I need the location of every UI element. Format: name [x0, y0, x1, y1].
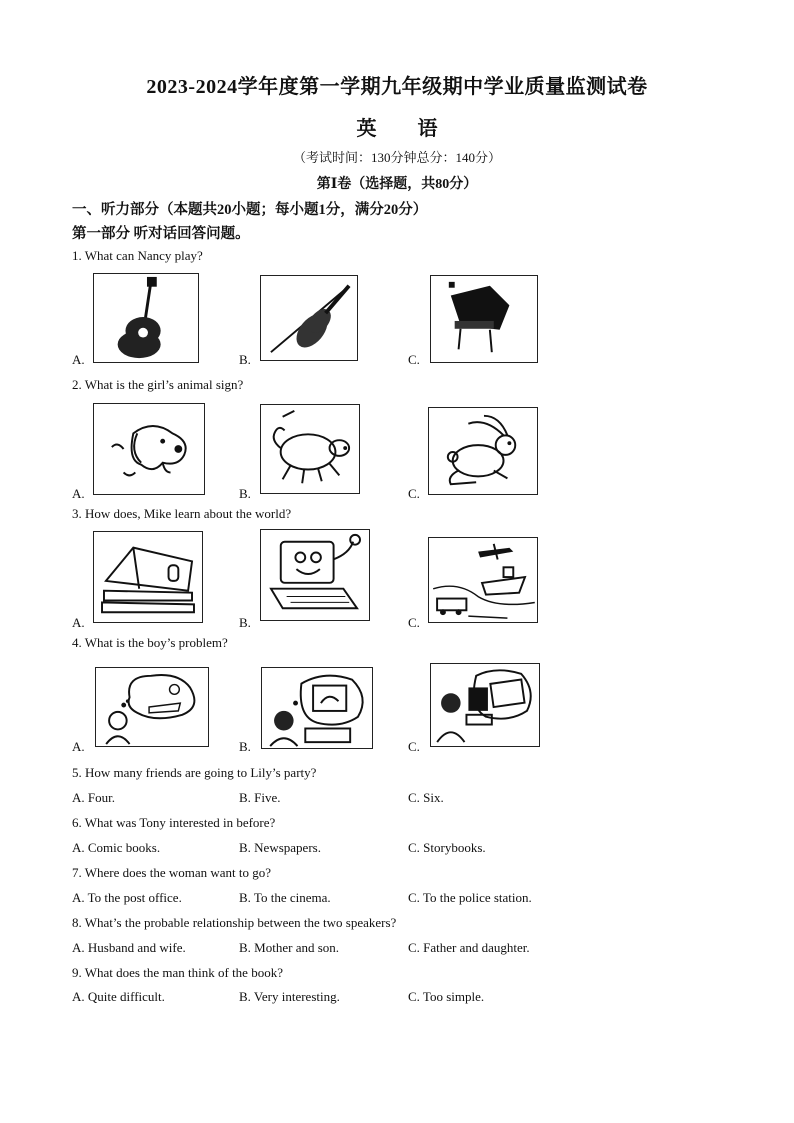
travel-icon — [428, 537, 538, 623]
guitar-icon — [93, 273, 199, 363]
q5-option-b[interactable]: B. Five. — [239, 790, 281, 805]
q8-options — [72, 940, 772, 958]
question-9: 9. What does the man think of the book? — [72, 965, 283, 980]
q9-option-c[interactable]: C. Too simple. — [408, 989, 485, 1004]
q6-option-c[interactable]: C. Storybooks. — [408, 840, 486, 855]
question-5: 5. How many friends are going to Lily’s party? — [72, 765, 317, 780]
question-2: 2. What is the girl’s animal sign? — [72, 377, 244, 392]
q4-option-b[interactable]: B. — [239, 739, 251, 754]
q2-option-a[interactable]: A. — [72, 486, 85, 501]
exam-title: 2023-2024学年度第一学期九年级期中学业质量监测试卷 — [146, 76, 648, 98]
violin-icon — [260, 275, 358, 361]
q5-option-c[interactable]: C. Six. — [408, 790, 444, 805]
question-7: 7. Where does the woman want to go? — [72, 865, 272, 880]
dog-icon — [93, 403, 205, 495]
part-one-title: 第一部分 听对话回答问题。 — [72, 226, 250, 242]
q8-option-c[interactable]: C. Father and daughter. — [408, 940, 530, 955]
question-4: 4. What is the boy’s problem? — [72, 635, 228, 650]
rabbit-icon — [428, 407, 538, 495]
subject-title: 英 语 — [356, 118, 456, 140]
question-8: 8. What’s the probable relationship between the two speakers? — [72, 915, 397, 930]
q9-option-a[interactable]: A. Quite difficult. — [72, 989, 165, 1004]
q3-option-c[interactable]: C. — [408, 615, 420, 630]
q9-option-b[interactable]: B. Very interesting. — [239, 989, 340, 1004]
computer-game-icon — [430, 663, 540, 747]
q4-option-a[interactable]: A. — [72, 739, 85, 754]
listening-section-title: 一、听力部分（本题共20小题；每小题1分，满分20分） — [72, 202, 428, 218]
q1-option-c[interactable]: C. — [408, 352, 420, 367]
q6-option-b[interactable]: B. Newspapers. — [239, 840, 321, 855]
question-3: 3. How does, Mike learn about the world? — [72, 506, 292, 521]
q6-options — [72, 840, 772, 858]
q5-option-a[interactable]: A. Four. — [72, 790, 115, 805]
q3-option-b[interactable]: B. — [239, 615, 251, 630]
q7-options — [72, 890, 772, 908]
q5-options — [72, 790, 772, 808]
q8-option-b[interactable]: B. Mother and son. — [239, 940, 340, 955]
q1-option-a[interactable]: A. — [72, 352, 85, 367]
q3-option-a[interactable]: A. — [72, 615, 85, 630]
question-1: 1. What can Nancy play? — [72, 248, 203, 263]
piano-icon — [430, 275, 538, 363]
question-6: 6. What was Tony interested in before? — [72, 815, 276, 830]
q4-option-c[interactable]: C. — [408, 739, 420, 754]
q2-option-b[interactable]: B. — [239, 486, 251, 501]
part-title: 第Ⅰ卷（选择题，共80分） — [316, 177, 478, 192]
exam-info: （考试时间：130分钟总分：140分） — [292, 150, 501, 165]
q1-option-b[interactable]: B. — [239, 352, 251, 367]
books-icon — [93, 531, 203, 623]
q6-option-a[interactable]: A. Comic books. — [72, 840, 161, 855]
q7-option-a[interactable]: A. To the post office. — [72, 890, 182, 905]
computer-icon — [260, 529, 370, 621]
q7-option-c[interactable]: C. To the police station. — [408, 890, 532, 905]
homework-thought-icon — [95, 667, 209, 747]
q8-option-a[interactable]: A. Husband and wife. — [72, 940, 186, 955]
q2-option-c[interactable]: C. — [408, 486, 420, 501]
pig-icon — [260, 404, 360, 494]
tv-thought-icon — [261, 667, 373, 749]
q9-options — [72, 989, 772, 1007]
q7-option-b[interactable]: B. To the cinema. — [239, 890, 331, 905]
